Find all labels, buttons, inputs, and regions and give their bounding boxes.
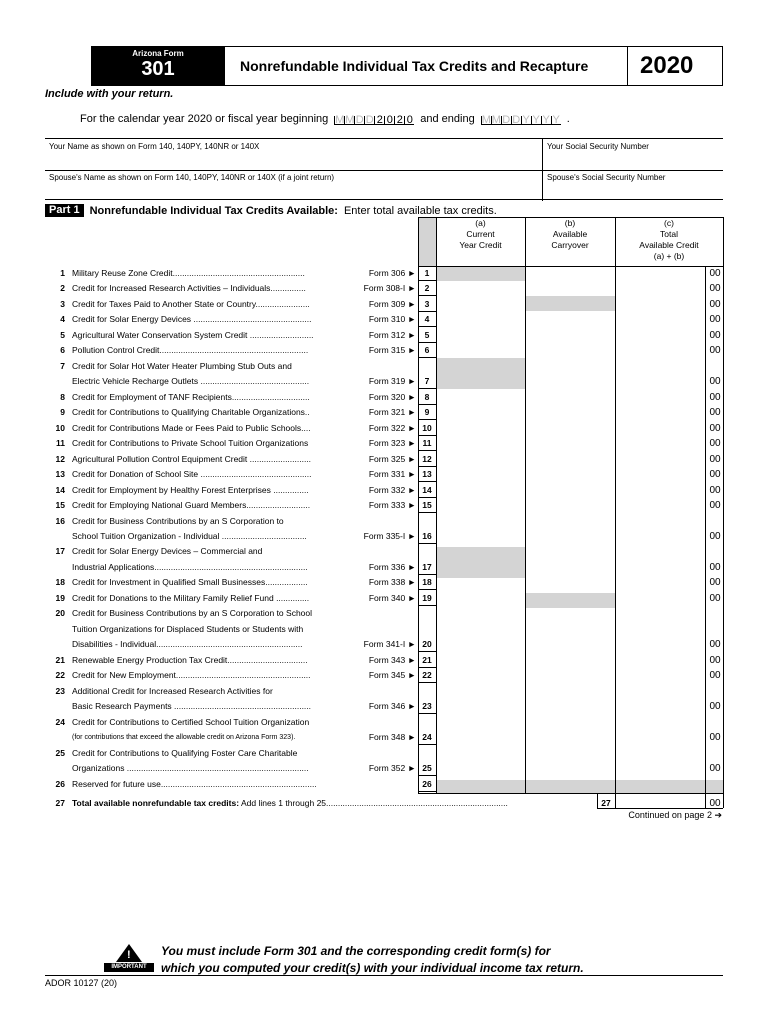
cents-field[interactable]: 00 <box>709 438 721 449</box>
table-row <box>45 343 723 358</box>
line-description: Credit for New Employment......................................................... <box>72 670 311 680</box>
form-reference: Form 310 ► <box>368 314 416 324</box>
line-number: 22 <box>55 670 65 680</box>
line-number: 23 <box>55 686 65 696</box>
line-box-underline <box>418 512 436 513</box>
line-number: 3 <box>60 299 65 309</box>
line-27-cents[interactable]: 00 <box>709 798 721 809</box>
line-box-underline <box>418 481 436 482</box>
cents-field[interactable]: 00 <box>709 701 721 712</box>
table-row <box>45 405 723 420</box>
cents-field[interactable]: 00 <box>709 763 721 774</box>
form-reference: Form 335-I ► <box>363 531 416 541</box>
line-box-number: 3 <box>424 299 430 309</box>
line-number: 4 <box>60 314 65 324</box>
table-row <box>45 715 723 730</box>
table-row <box>45 730 723 745</box>
line-number: 11 <box>56 438 65 448</box>
part1-subtitle: Enter total available tax credits. <box>343 204 497 217</box>
form-reference: Form 322 ► <box>368 423 416 433</box>
cents-field[interactable]: 00 <box>709 670 721 681</box>
line-description: Credit for Taxes Paid to Another State or Country....................... <box>72 299 310 309</box>
line-27-label: Total available nonrefundable tax credits: <box>72 798 240 808</box>
line-number: 26 <box>55 779 65 789</box>
calendar-text: For the calendar year 2020 or fiscal year beginning <box>80 113 329 125</box>
form-label: Arizona Form <box>132 49 184 58</box>
line-description: Credit for Business Contributions by an S Corporation to School <box>72 608 313 618</box>
form-number: 301 <box>141 58 175 80</box>
form-reference: Form 340 ► <box>368 593 416 603</box>
cents-field[interactable]: 00 <box>709 562 721 573</box>
table-row <box>45 699 723 714</box>
cents-field[interactable]: 00 <box>709 485 721 496</box>
cents-field[interactable]: 00 <box>709 639 721 650</box>
continued-note: Continued on page 2 ➔ <box>628 810 722 820</box>
line-box-underline <box>418 713 436 714</box>
cents-field[interactable]: 00 <box>709 283 721 294</box>
line-box-underline <box>418 775 436 776</box>
line-box-underline <box>418 791 436 792</box>
table-row <box>45 544 723 559</box>
table-row <box>45 266 723 281</box>
line-number: 19 <box>55 593 65 603</box>
form-reference: Form 343 ► <box>368 655 416 665</box>
line-description: Credit for Increased Research Activities – Individuals............... <box>72 283 306 293</box>
line-27-row <box>45 796 723 811</box>
line-description: Credit for Contributions to Certified School Tuition Organization <box>72 717 310 727</box>
line-description: Credit for Donation of School Site ............................................... <box>72 469 312 479</box>
line-description: Reserved for future use.................................................................. <box>72 779 317 789</box>
table-row <box>45 777 723 792</box>
line-box-underline <box>418 744 436 745</box>
line-number: 7 <box>60 361 65 371</box>
line-description: Credit for Contributions to Private School Tuition Organizations <box>72 438 309 448</box>
line-description: Credit for Donations to the Military Family Relief Fund .............. <box>72 593 310 603</box>
table-row <box>45 374 723 389</box>
line-box-number: 20 <box>422 639 432 649</box>
form-reference: Form 320 ► <box>368 392 416 402</box>
line-box-number: 5 <box>424 330 430 340</box>
line-box-number: 14 <box>422 485 432 495</box>
line-number: 14 <box>55 485 65 495</box>
line-number: 20 <box>55 608 65 618</box>
form-reference: Form 332 ► <box>368 485 416 495</box>
header-divider <box>627 46 628 86</box>
cents-field[interactable]: 00 <box>709 314 721 325</box>
form-reference: Form 325 ► <box>368 454 416 464</box>
tax-year: 2020 <box>640 52 694 79</box>
line-number: 17 <box>55 546 65 556</box>
line-box-number: 26 <box>422 779 432 789</box>
form-title: Nonrefundable Individual Tax Credits and Recapture <box>240 58 589 74</box>
table-row <box>45 529 723 544</box>
line-description: Agricultural Pollution Control Equipment Credit .......................... <box>72 454 312 464</box>
line-box-number: 13 <box>422 469 432 479</box>
line-description: Credit for Investment in Qualified Small Businesses.................. <box>72 577 308 587</box>
form-id: ADOR 10127 (20) <box>45 978 118 988</box>
table-row <box>45 312 723 327</box>
line-number: 2 <box>60 283 65 293</box>
line-box-number: 8 <box>424 392 430 402</box>
end-date-field[interactable]: M M D D Y Y Y Y <box>481 114 560 126</box>
cents-field[interactable]: 00 <box>709 469 721 480</box>
form-reference: Form 308-I ► <box>363 283 416 293</box>
table-row <box>45 390 723 405</box>
calendar-line: For the calendar year 2020 or fiscal year beginning M M D D 2 0 2 0 and ending M M D D Y Y Y Y . <box>80 113 570 126</box>
table-row <box>45 637 723 652</box>
line-description: Industrial Applications................................................................. <box>72 562 308 572</box>
table-row <box>45 483 723 498</box>
line-27-instruction: Add lines 1 through 25............................................................................. <box>240 798 508 808</box>
cents-field[interactable]: 00 <box>709 330 721 341</box>
form-reference: Form 348 ► <box>368 732 416 742</box>
line-number: 25 <box>55 748 65 758</box>
spouse-name-field[interactable]: Spouse's Name as shown on Form 140, 140PY, 140NR or 140X (if a joint return) <box>49 173 335 182</box>
line-box-underline <box>418 388 436 389</box>
form-reference: Form 315 ► <box>368 345 416 355</box>
cents-field[interactable]: 00 <box>709 407 721 418</box>
column-c-header: (c) Total Available Credit (a) + (b) <box>639 218 699 261</box>
footer-rule <box>45 975 723 976</box>
line-number: 27 <box>55 798 65 808</box>
cents-field[interactable]: 00 <box>709 299 721 310</box>
table-row <box>45 514 723 529</box>
form-reference: Form 333 ► <box>368 500 416 510</box>
line-box-number: 25 <box>422 763 432 773</box>
table-row <box>45 328 723 343</box>
line-description: School Tuition Organization - Individual .................................... <box>72 531 307 541</box>
line-description: Credit for Contributions to Qualifying Foster Care Charitable <box>72 748 298 758</box>
cents-field[interactable]: 00 <box>709 732 721 743</box>
line-number: 18 <box>55 577 65 587</box>
calendar-mid: and ending <box>420 113 475 125</box>
line-box-number: 16 <box>422 531 432 541</box>
line-description: Credit for Solar Hot Water Heater Plumbing Stub Outs and <box>72 361 292 371</box>
line-box-underline <box>418 450 436 451</box>
form-reference: Form 306 ► <box>368 268 416 278</box>
line-number: 21 <box>55 655 65 665</box>
form-reference: Form 331 ► <box>368 469 416 479</box>
line-box-number: 10 <box>422 423 432 433</box>
line-number: 5 <box>60 330 65 340</box>
line-description: Credit for Contributions to Qualifying Charitable Organizations.. <box>72 407 310 417</box>
table-row <box>45 498 723 513</box>
line-box-underline <box>418 682 436 683</box>
line-27-box: 27 <box>601 798 611 808</box>
line-box-number: 17 <box>422 562 432 572</box>
line-box-underline <box>418 651 436 652</box>
line-description: Pollution Control Credit............................................................... <box>72 345 309 355</box>
cents-field[interactable]: 00 <box>709 500 721 511</box>
part1-tag: Part 1 <box>45 204 84 217</box>
line-description: Credit for Employment of TANF Recipients................................. <box>72 392 310 402</box>
table-row <box>45 591 723 606</box>
line-box-number: 24 <box>422 732 432 742</box>
table-row <box>45 684 723 699</box>
line-description: Agricultural Water Conservation System Credit ........................... <box>72 330 314 340</box>
cents-field[interactable]: 00 <box>709 454 721 465</box>
your-ssn-field[interactable]: Your Social Security Number <box>547 142 649 151</box>
form-reference: Form 336 ► <box>368 562 416 572</box>
line-box-number: 12 <box>422 454 432 464</box>
line-description: Credit for Contributions Made or Fees Paid to Public Schools.... <box>72 423 311 433</box>
table-row <box>45 668 723 683</box>
line-box-number: 11 <box>422 438 432 448</box>
line-description: Disabilities - Individual.............................................................. <box>72 639 303 649</box>
table-row <box>45 560 723 575</box>
line-box-number: 23 <box>422 701 432 711</box>
line-box-underline <box>418 357 436 358</box>
form-reference: Form 312 ► <box>368 330 416 340</box>
include-note: Include with your return. <box>45 88 174 100</box>
table-row <box>45 746 723 761</box>
line-description: Credit for Solar Energy Devices .................................................. <box>72 314 312 324</box>
table-row <box>45 575 723 590</box>
line-description: Credit for Employing National Guard Members........................... <box>72 500 311 510</box>
table-row <box>45 452 723 467</box>
form-reference: Form 319 ► <box>368 376 416 386</box>
form-reference: Form 309 ► <box>368 299 416 309</box>
line-box-number: 18 <box>422 577 432 587</box>
taxpayer-info-grid <box>45 138 723 200</box>
line-number: 16 <box>55 516 65 526</box>
line-description: Electric Vehicle Recharge Outlets .............................................. <box>72 376 310 386</box>
line-description: Additional Credit for Increased Research Activities for <box>72 686 273 696</box>
line-box-number: 15 <box>422 500 432 510</box>
form-number-block <box>91 46 225 86</box>
line-number: 13 <box>55 469 65 479</box>
line-description: Military Reuse Zone Credit........................................................ <box>72 268 305 278</box>
line-number: 6 <box>60 345 65 355</box>
cents-field[interactable]: 00 <box>709 345 721 356</box>
form-reference: Form 338 ► <box>368 577 416 587</box>
line-box-number: 21 <box>422 655 432 665</box>
cents-field[interactable]: 00 <box>709 655 721 666</box>
line-box-underline <box>418 419 436 420</box>
cents-field[interactable]: 00 <box>709 392 721 403</box>
line-number: 9 <box>60 407 65 417</box>
line-description: (for contributions that exceed the allowable credit on Arizona Form 323). <box>72 734 296 741</box>
part1-heading <box>45 204 497 217</box>
line-number: 8 <box>60 392 65 402</box>
line-description: Credit for Employment by Healthy Forest Enterprises ............... <box>72 485 309 495</box>
line-box-underline <box>418 295 436 296</box>
line-number: 10 <box>55 423 65 433</box>
line-description: Credit for Business Contributions by an S Corporation to <box>72 516 284 526</box>
form-reference: Form 323 ► <box>368 438 416 448</box>
your-name-field[interactable]: Your Name as shown on Form 140, 140PY, 140NR or 140X <box>49 142 260 151</box>
line-description: Organizations ............................................................................. <box>72 763 309 773</box>
form-reference: Form 345 ► <box>368 670 416 680</box>
begin-date-field[interactable]: M M D D 2 0 2 0 <box>335 114 413 126</box>
line-box-number: 1 <box>424 268 430 278</box>
table-row <box>45 281 723 296</box>
line-number: 12 <box>55 454 65 464</box>
important-label: IMPORTANT <box>104 963 154 972</box>
line-box-number: 4 <box>424 314 430 324</box>
cents-field[interactable]: 00 <box>709 593 721 604</box>
line-number: 1 <box>60 268 65 278</box>
cents-field[interactable]: 00 <box>709 376 721 387</box>
table-row <box>45 653 723 668</box>
part1-title: Nonrefundable Individual Tax Credits Available: <box>89 204 338 217</box>
line-description: Credit for Solar Energy Devices – Commercial and <box>72 546 263 556</box>
column-b-header: (b) Available Carryover <box>551 218 589 250</box>
cents-field[interactable]: 00 <box>709 577 721 588</box>
line-description: Basic Research Payments .......................................................... <box>72 701 312 711</box>
column-a-header: (a) Current Year Credit <box>459 218 502 250</box>
line-box-number: 19 <box>422 593 432 603</box>
table-row <box>45 467 723 482</box>
line-box-number: 6 <box>424 345 430 355</box>
line-number: 15 <box>55 500 65 510</box>
table-row <box>45 421 723 436</box>
cents-field[interactable]: 00 <box>709 268 721 279</box>
important-badge: ! IMPORTANT <box>104 944 154 972</box>
table-row <box>45 297 723 312</box>
line-box-number: 22 <box>422 670 432 680</box>
form-reference: Form 321 ► <box>368 407 416 417</box>
cents-field[interactable]: 00 <box>709 423 721 434</box>
line-description: Renewable Energy Production Tax Credit.................................. <box>72 655 308 665</box>
important-message: You must include Form 301 and the corresponding credit form(s) for which you computed your credit(s) with your individual income tax return. <box>161 944 584 975</box>
line-box-number: 9 <box>424 407 430 417</box>
line-box-underline <box>418 589 436 590</box>
line-box-underline <box>418 326 436 327</box>
line-description: Tuition Organizations for Displaced Students or Students with <box>72 624 304 634</box>
line-number: 24 <box>55 717 65 727</box>
table-row <box>45 761 723 776</box>
table-row <box>45 606 723 621</box>
form-reference: Form 352 ► <box>368 763 416 773</box>
line-box-number: 2 <box>424 283 430 293</box>
spouse-ssn-field[interactable]: Spouse's Social Security Number <box>547 173 666 182</box>
table-row <box>45 359 723 374</box>
table-row <box>45 622 723 637</box>
line-box-number: 7 <box>424 376 430 386</box>
cents-field[interactable]: 00 <box>709 531 721 542</box>
table-row <box>45 436 723 451</box>
form-reference: Form 346 ► <box>368 701 416 711</box>
form-reference: Form 341-I ► <box>363 639 416 649</box>
